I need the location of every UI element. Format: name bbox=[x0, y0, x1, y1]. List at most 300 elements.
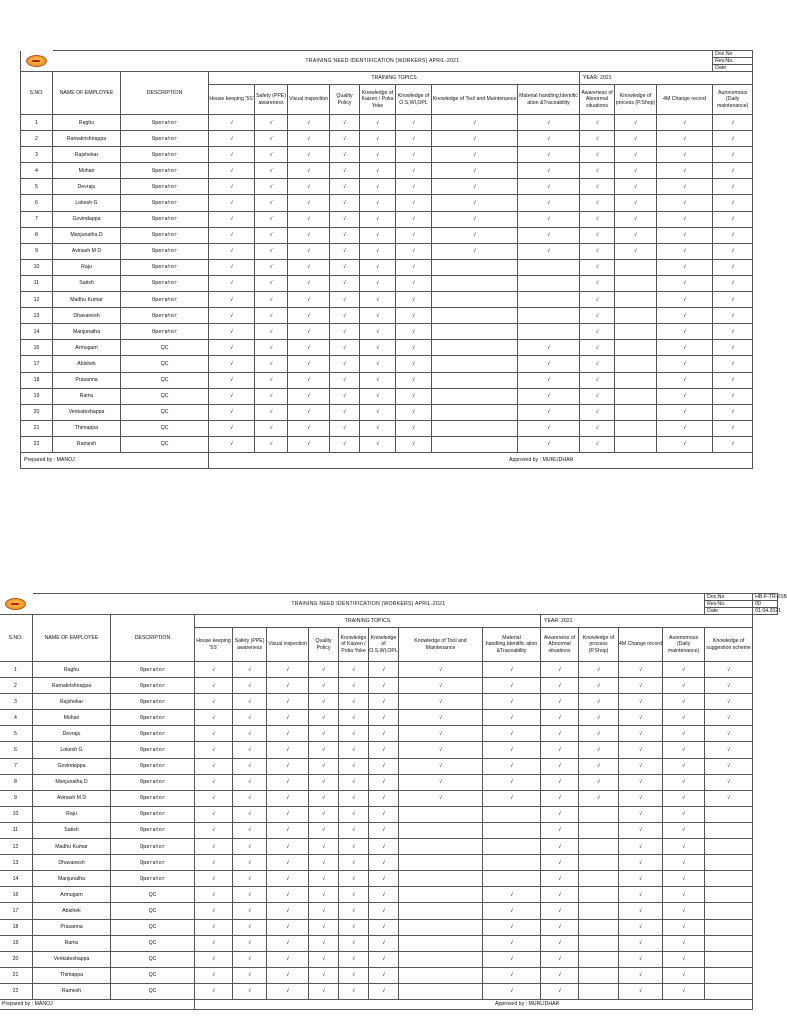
table-row bbox=[0, 903, 778, 919]
tick-mark: √ bbox=[369, 774, 399, 790]
row-employee-name: Rajshekar bbox=[53, 147, 121, 163]
tick-mark: √ bbox=[518, 195, 580, 211]
tick-mark: √ bbox=[518, 131, 580, 147]
empty-cell bbox=[518, 275, 580, 291]
tick-mark: √ bbox=[233, 726, 267, 742]
tick-mark: √ bbox=[580, 147, 615, 163]
row-employee-name: Ramu bbox=[33, 935, 111, 951]
row-employee-name: Thimappa bbox=[33, 967, 111, 983]
tick-mark: √ bbox=[330, 195, 360, 211]
tick-mark: √ bbox=[657, 179, 713, 195]
table-row bbox=[21, 195, 753, 211]
tick-mark: √ bbox=[432, 131, 518, 147]
table-row bbox=[21, 115, 753, 131]
row-sno: 6 bbox=[21, 195, 53, 211]
empty-cell bbox=[432, 292, 518, 308]
row-employee-name: Lokesh G bbox=[53, 195, 121, 211]
tick-mark: √ bbox=[209, 372, 255, 388]
tick-mark: √ bbox=[541, 822, 579, 838]
tick-mark: √ bbox=[233, 758, 267, 774]
tick-mark: √ bbox=[615, 243, 657, 259]
empty-cell bbox=[705, 951, 753, 967]
tick-mark: √ bbox=[330, 259, 360, 275]
tick-mark: √ bbox=[195, 983, 233, 999]
table-row bbox=[21, 388, 753, 404]
date-label: Date bbox=[713, 65, 753, 72]
tick-mark: √ bbox=[209, 308, 255, 324]
tick-mark: √ bbox=[579, 678, 619, 694]
tick-mark: √ bbox=[619, 678, 663, 694]
row-sno: 18 bbox=[21, 372, 53, 388]
topic-header: Material handling,Identific ation &Traceability bbox=[518, 85, 580, 115]
tick-mark: √ bbox=[255, 308, 288, 324]
tick-mark: √ bbox=[267, 871, 309, 887]
topic-header: Knowledge of Tool and Maintenance bbox=[399, 628, 483, 662]
tick-mark: √ bbox=[399, 710, 483, 726]
tick-mark: √ bbox=[267, 903, 309, 919]
tick-mark: √ bbox=[396, 195, 432, 211]
tick-mark: √ bbox=[399, 694, 483, 710]
tick-mark: √ bbox=[267, 726, 309, 742]
empty-cell bbox=[399, 822, 483, 838]
tick-mark: √ bbox=[309, 887, 339, 903]
tick-mark: √ bbox=[288, 372, 330, 388]
tick-mark: √ bbox=[233, 935, 267, 951]
tick-mark: √ bbox=[579, 758, 619, 774]
row-description: QC bbox=[111, 983, 195, 999]
empty-cell bbox=[705, 919, 753, 935]
row-description: Operator bbox=[121, 147, 209, 163]
topic-header: House keeping '5S' bbox=[195, 628, 233, 662]
tick-mark: √ bbox=[396, 436, 432, 452]
empty-cell bbox=[399, 806, 483, 822]
tick-mark: √ bbox=[619, 951, 663, 967]
tick-mark: √ bbox=[233, 951, 267, 967]
tick-mark: √ bbox=[705, 790, 753, 806]
tick-mark: √ bbox=[396, 420, 432, 436]
tick-mark: √ bbox=[663, 887, 705, 903]
row-sno: 19 bbox=[21, 388, 53, 404]
tick-mark: √ bbox=[541, 919, 579, 935]
table-row bbox=[0, 967, 778, 983]
empty-cell bbox=[705, 983, 753, 999]
tick-mark: √ bbox=[209, 131, 255, 147]
tick-mark: √ bbox=[580, 340, 615, 356]
tick-mark: √ bbox=[255, 420, 288, 436]
tick-mark: √ bbox=[209, 115, 255, 131]
empty-cell bbox=[615, 420, 657, 436]
row-employee-name: Mohan bbox=[53, 163, 121, 179]
row-employee-name: Lokesh G bbox=[33, 742, 111, 758]
tick-mark: √ bbox=[541, 662, 579, 678]
training-topics-header: TRAINING TOPICS bbox=[195, 615, 541, 628]
row-employee-name: Raju bbox=[33, 806, 111, 822]
tick-mark: √ bbox=[288, 436, 330, 452]
tick-mark: √ bbox=[369, 694, 399, 710]
tick-mark: √ bbox=[195, 951, 233, 967]
tick-mark: √ bbox=[483, 710, 541, 726]
tick-mark: √ bbox=[518, 179, 580, 195]
tick-mark: √ bbox=[339, 726, 369, 742]
row-sno: 4 bbox=[0, 710, 33, 726]
training-topics-header: TRAINING TOPICS bbox=[209, 72, 580, 85]
row-employee-name: Thimappa bbox=[53, 420, 121, 436]
topic-header: Awareness of Abnormal situations bbox=[580, 85, 615, 115]
tick-mark: √ bbox=[267, 951, 309, 967]
row-sno: 20 bbox=[0, 951, 33, 967]
topic-header: Material handling,Identific ation &Traceability bbox=[483, 628, 541, 662]
tick-mark: √ bbox=[657, 372, 713, 388]
tick-mark: √ bbox=[267, 710, 309, 726]
tick-mark: √ bbox=[663, 935, 705, 951]
tick-mark: √ bbox=[399, 662, 483, 678]
tick-mark: √ bbox=[288, 292, 330, 308]
doc-no-value: HB-F-TR-01B bbox=[753, 594, 778, 601]
tick-mark: √ bbox=[619, 919, 663, 935]
row-description: Operator bbox=[111, 662, 195, 678]
tick-mark: √ bbox=[330, 372, 360, 388]
tick-mark: √ bbox=[619, 694, 663, 710]
tick-mark: √ bbox=[663, 903, 705, 919]
table-row bbox=[21, 356, 753, 372]
tick-mark: √ bbox=[619, 710, 663, 726]
tick-mark: √ bbox=[396, 131, 432, 147]
tick-mark: √ bbox=[619, 742, 663, 758]
tick-mark: √ bbox=[369, 951, 399, 967]
tick-mark: √ bbox=[369, 903, 399, 919]
tick-mark: √ bbox=[619, 839, 663, 855]
company-logo-icon bbox=[26, 55, 47, 67]
tick-mark: √ bbox=[255, 163, 288, 179]
tick-mark: √ bbox=[255, 340, 288, 356]
tick-mark: √ bbox=[396, 179, 432, 195]
row-description: Operator bbox=[111, 806, 195, 822]
tick-mark: √ bbox=[233, 694, 267, 710]
row-description: Operator bbox=[121, 292, 209, 308]
empty-cell bbox=[399, 983, 483, 999]
tick-mark: √ bbox=[360, 275, 396, 291]
empty-cell bbox=[432, 372, 518, 388]
tick-mark: √ bbox=[483, 983, 541, 999]
topic-header: Safety (PPE) awareness bbox=[233, 628, 267, 662]
tick-mark: √ bbox=[619, 790, 663, 806]
tick-mark: √ bbox=[209, 147, 255, 163]
table-row bbox=[21, 340, 753, 356]
table-row bbox=[21, 211, 753, 227]
tick-mark: √ bbox=[657, 227, 713, 243]
tick-mark: √ bbox=[518, 388, 580, 404]
row-sno: 1 bbox=[0, 662, 33, 678]
tick-mark: √ bbox=[399, 678, 483, 694]
tick-mark: √ bbox=[255, 195, 288, 211]
tick-mark: √ bbox=[209, 259, 255, 275]
tick-mark: √ bbox=[483, 967, 541, 983]
row-sno: 9 bbox=[21, 243, 53, 259]
tick-mark: √ bbox=[288, 324, 330, 340]
tick-mark: √ bbox=[541, 726, 579, 742]
tick-mark: √ bbox=[713, 211, 753, 227]
tick-mark: √ bbox=[209, 436, 255, 452]
row-sno: 21 bbox=[21, 420, 53, 436]
row-description: QC bbox=[121, 356, 209, 372]
tick-mark: √ bbox=[195, 887, 233, 903]
tick-mark: √ bbox=[369, 871, 399, 887]
row-sno: 5 bbox=[21, 179, 53, 195]
row-employee-name: Manjunatha D bbox=[53, 227, 121, 243]
tick-mark: √ bbox=[339, 983, 369, 999]
tick-mark: √ bbox=[657, 243, 713, 259]
tick-mark: √ bbox=[518, 436, 580, 452]
row-description: Operator bbox=[111, 871, 195, 887]
table-row bbox=[0, 806, 778, 822]
tick-mark: √ bbox=[663, 678, 705, 694]
row-description: QC bbox=[111, 903, 195, 919]
tick-mark: √ bbox=[580, 436, 615, 452]
tick-mark: √ bbox=[705, 758, 753, 774]
tick-mark: √ bbox=[705, 710, 753, 726]
row-employee-name: Raghu bbox=[53, 115, 121, 131]
row-employee-name: Manjunatha bbox=[33, 871, 111, 887]
row-employee-name: Venkateshappa bbox=[53, 404, 121, 420]
tick-mark: √ bbox=[339, 806, 369, 822]
row-employee-name: Dhavanesh bbox=[33, 855, 111, 871]
tick-mark: √ bbox=[705, 662, 753, 678]
tick-mark: √ bbox=[360, 179, 396, 195]
tick-mark: √ bbox=[663, 774, 705, 790]
tick-mark: √ bbox=[713, 404, 753, 420]
empty-cell bbox=[518, 308, 580, 324]
tick-mark: √ bbox=[657, 356, 713, 372]
row-description: QC bbox=[121, 372, 209, 388]
row-description: Operator bbox=[121, 259, 209, 275]
row-sno: 12 bbox=[21, 292, 53, 308]
tick-mark: √ bbox=[657, 131, 713, 147]
tick-mark: √ bbox=[483, 903, 541, 919]
row-employee-name: Prasanna bbox=[53, 372, 121, 388]
tick-mark: √ bbox=[432, 195, 518, 211]
tick-mark: √ bbox=[195, 871, 233, 887]
tick-mark: √ bbox=[657, 147, 713, 163]
empty-cell bbox=[399, 967, 483, 983]
row-employee-name: Abishek bbox=[33, 903, 111, 919]
year-header: YEAR: 2021 bbox=[541, 615, 753, 628]
sheet-page-2 bbox=[0, 593, 787, 1024]
tick-mark: √ bbox=[330, 324, 360, 340]
topic-header: Autonomous (Daily maintenance) bbox=[713, 85, 753, 115]
tick-mark: √ bbox=[288, 420, 330, 436]
tick-mark: √ bbox=[209, 404, 255, 420]
table-row bbox=[21, 259, 753, 275]
tick-mark: √ bbox=[657, 308, 713, 324]
tick-mark: √ bbox=[541, 951, 579, 967]
tick-mark: √ bbox=[541, 678, 579, 694]
tick-mark: √ bbox=[233, 839, 267, 855]
table-row bbox=[21, 404, 753, 420]
tick-mark: √ bbox=[541, 935, 579, 951]
table-row bbox=[21, 372, 753, 388]
tick-mark: √ bbox=[396, 388, 432, 404]
tick-mark: √ bbox=[657, 275, 713, 291]
tick-mark: √ bbox=[657, 420, 713, 436]
tick-mark: √ bbox=[288, 115, 330, 131]
row-employee-name: Prasanna bbox=[33, 919, 111, 935]
empty-cell bbox=[432, 259, 518, 275]
tick-mark: √ bbox=[541, 871, 579, 887]
tick-mark: √ bbox=[309, 919, 339, 935]
row-description: QC bbox=[111, 887, 195, 903]
row-employee-name: Satish bbox=[53, 275, 121, 291]
empty-cell bbox=[432, 436, 518, 452]
tick-mark: √ bbox=[255, 372, 288, 388]
tick-mark: √ bbox=[657, 195, 713, 211]
tick-mark: √ bbox=[399, 758, 483, 774]
tick-mark: √ bbox=[360, 292, 396, 308]
empty-cell bbox=[705, 887, 753, 903]
row-description: Operator bbox=[121, 275, 209, 291]
tick-mark: √ bbox=[233, 903, 267, 919]
table-row bbox=[21, 275, 753, 291]
table-row bbox=[21, 308, 753, 324]
table-row bbox=[21, 436, 753, 452]
tick-mark: √ bbox=[233, 774, 267, 790]
tick-mark: √ bbox=[255, 404, 288, 420]
tick-mark: √ bbox=[288, 147, 330, 163]
tick-mark: √ bbox=[713, 275, 753, 291]
empty-cell bbox=[432, 324, 518, 340]
tick-mark: √ bbox=[288, 340, 330, 356]
row-employee-name: Govindappa bbox=[53, 211, 121, 227]
tick-mark: √ bbox=[195, 903, 233, 919]
tick-mark: √ bbox=[330, 275, 360, 291]
tick-mark: √ bbox=[255, 356, 288, 372]
tick-mark: √ bbox=[267, 983, 309, 999]
tick-mark: √ bbox=[369, 726, 399, 742]
row-employee-name: Avinash M D bbox=[33, 790, 111, 806]
tick-mark: √ bbox=[483, 678, 541, 694]
tick-mark: √ bbox=[360, 211, 396, 227]
row-employee-name: Satish bbox=[33, 822, 111, 838]
tick-mark: √ bbox=[233, 742, 267, 758]
row-sno: 1 bbox=[21, 115, 53, 131]
tick-mark: √ bbox=[579, 710, 619, 726]
tick-mark: √ bbox=[267, 887, 309, 903]
table-row bbox=[0, 678, 778, 694]
tick-mark: √ bbox=[369, 855, 399, 871]
tick-mark: √ bbox=[288, 195, 330, 211]
tick-mark: √ bbox=[339, 855, 369, 871]
tick-mark: √ bbox=[233, 967, 267, 983]
tick-mark: √ bbox=[288, 243, 330, 259]
row-description: Operator bbox=[121, 308, 209, 324]
tick-mark: √ bbox=[619, 758, 663, 774]
row-description: Operator bbox=[111, 694, 195, 710]
tick-mark: √ bbox=[339, 822, 369, 838]
tick-mark: √ bbox=[255, 147, 288, 163]
tick-mark: √ bbox=[396, 259, 432, 275]
tick-mark: √ bbox=[663, 839, 705, 855]
empty-cell bbox=[432, 420, 518, 436]
tick-mark: √ bbox=[615, 147, 657, 163]
year-header: YEAR: 2021 bbox=[580, 72, 753, 85]
tick-mark: √ bbox=[330, 243, 360, 259]
tick-mark: √ bbox=[663, 822, 705, 838]
tick-mark: √ bbox=[579, 662, 619, 678]
row-description: Operator bbox=[111, 742, 195, 758]
empty-cell bbox=[483, 839, 541, 855]
tick-mark: √ bbox=[288, 388, 330, 404]
tick-mark: √ bbox=[267, 935, 309, 951]
date-label: Date bbox=[705, 608, 753, 615]
empty-cell bbox=[483, 855, 541, 871]
tick-mark: √ bbox=[615, 115, 657, 131]
table-row bbox=[21, 147, 753, 163]
row-sno: 2 bbox=[21, 131, 53, 147]
tick-mark: √ bbox=[309, 822, 339, 838]
tick-mark: √ bbox=[360, 356, 396, 372]
empty-cell bbox=[579, 855, 619, 871]
tick-mark: √ bbox=[267, 678, 309, 694]
row-sno: 7 bbox=[21, 211, 53, 227]
topic-header: Quality Policy bbox=[309, 628, 339, 662]
row-description: QC bbox=[121, 436, 209, 452]
tick-mark: √ bbox=[339, 935, 369, 951]
tick-mark: √ bbox=[580, 179, 615, 195]
tick-mark: √ bbox=[195, 822, 233, 838]
table-row bbox=[0, 790, 778, 806]
row-sno: 11 bbox=[21, 275, 53, 291]
tick-mark: √ bbox=[330, 179, 360, 195]
tick-mark: √ bbox=[518, 372, 580, 388]
tick-mark: √ bbox=[580, 243, 615, 259]
empty-cell bbox=[399, 951, 483, 967]
tick-mark: √ bbox=[619, 903, 663, 919]
tick-mark: √ bbox=[195, 710, 233, 726]
tick-mark: √ bbox=[396, 275, 432, 291]
tick-mark: √ bbox=[432, 115, 518, 131]
tick-mark: √ bbox=[233, 887, 267, 903]
tick-mark: √ bbox=[580, 292, 615, 308]
row-description: QC bbox=[121, 388, 209, 404]
tick-mark: √ bbox=[330, 420, 360, 436]
tick-mark: √ bbox=[330, 131, 360, 147]
tick-mark: √ bbox=[360, 324, 396, 340]
row-description: Operator bbox=[111, 678, 195, 694]
tick-mark: √ bbox=[233, 790, 267, 806]
row-sno: 14 bbox=[21, 324, 53, 340]
row-employee-name: Armugam bbox=[33, 887, 111, 903]
tick-mark: √ bbox=[369, 710, 399, 726]
tick-mark: √ bbox=[396, 163, 432, 179]
tick-mark: √ bbox=[255, 292, 288, 308]
empty-cell bbox=[432, 275, 518, 291]
tick-mark: √ bbox=[309, 742, 339, 758]
tick-mark: √ bbox=[713, 259, 753, 275]
tick-mark: √ bbox=[369, 790, 399, 806]
row-description: Operator bbox=[121, 324, 209, 340]
table-row bbox=[0, 951, 778, 967]
tick-mark: √ bbox=[369, 758, 399, 774]
tick-mark: √ bbox=[288, 259, 330, 275]
row-sno: 17 bbox=[21, 356, 53, 372]
empty-cell bbox=[705, 903, 753, 919]
empty-cell bbox=[579, 822, 619, 838]
tick-mark: √ bbox=[369, 983, 399, 999]
tick-mark: √ bbox=[360, 195, 396, 211]
tick-mark: √ bbox=[580, 211, 615, 227]
tick-mark: √ bbox=[619, 855, 663, 871]
tick-mark: √ bbox=[619, 806, 663, 822]
empty-cell bbox=[399, 903, 483, 919]
